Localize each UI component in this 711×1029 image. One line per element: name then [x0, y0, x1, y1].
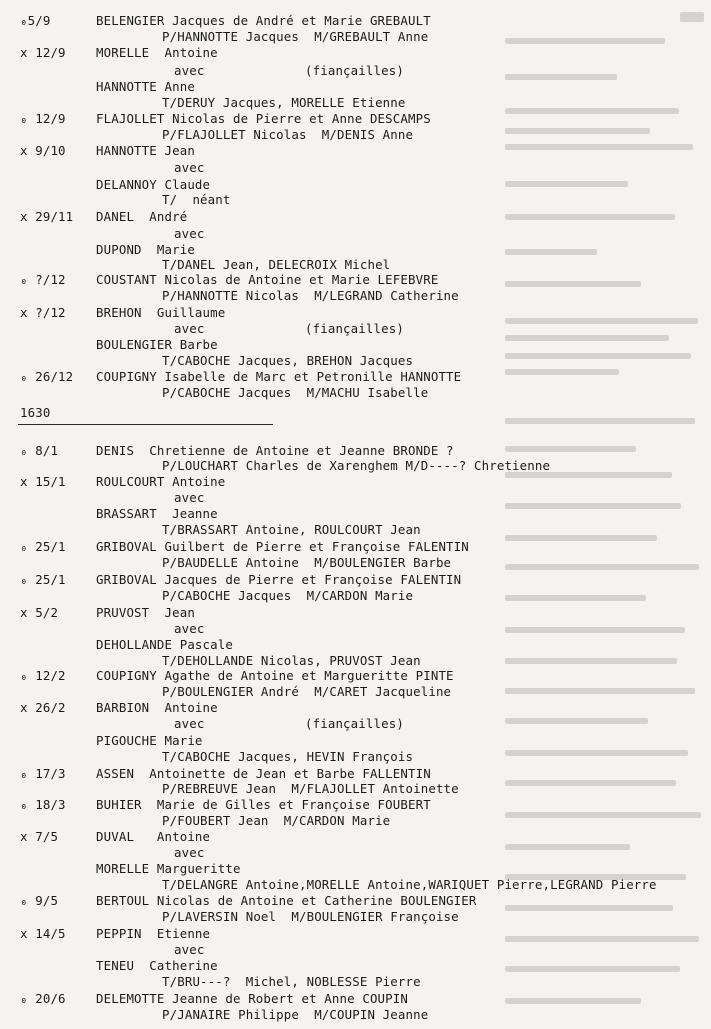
entry-fiancailles-2: (fiançailles) [305, 63, 404, 78]
entry-mark-21: ₀ 20/6 [20, 991, 66, 1006]
entry-sub-6: P/HANNOTTE Nicolas M/LEGRAND Catherine [162, 288, 459, 303]
entry-mark-9: ₀ 8/1 [20, 443, 59, 458]
entry-mark-15: x 26/2 [20, 700, 66, 715]
entry-main-11: GRIBOVAL Guilbert de Pierre et Françoise FALENTIN [96, 539, 469, 554]
entry-main-12: GRIBOVAL Jacques de Pierre et Françoise FALENTIN [96, 572, 462, 587]
entry-main-14: COUPIGNY Agathe de Antoine et Margueritte PINTE [96, 668, 454, 683]
entry-mark-11: ₀ 25/1 [20, 539, 66, 554]
entry-mark-6: ₀ ?/12 [20, 272, 66, 287]
entry-sub-4: T/ néant [162, 192, 231, 207]
entry-mark-7: x ?/12 [20, 305, 66, 320]
entry-second-20: TENEU Catherine [96, 958, 218, 973]
entry-main-2: MORELLE Antoine [96, 45, 218, 60]
entry-main-4: HANNOTTE Jean [96, 143, 195, 158]
entry-avec-10: avec [174, 490, 205, 505]
entry-mark-14: ₀ 12/2 [20, 668, 66, 683]
entry-mark-8: ₀ 26/12 [20, 369, 74, 384]
entry-main-20: PEPPIN Etienne [96, 926, 211, 941]
entry-mark-4: x 9/10 [20, 143, 66, 158]
entry-main-19: BERTOUL Nicolas de Antoine et Catherine BOULENGIER [96, 893, 477, 908]
entry-sub-2: T/DERUY Jacques, MORELLE Etienne [162, 95, 406, 110]
entry-sub-7: T/CABOCHE Jacques, BREHON Jacques [162, 353, 414, 368]
entry-sub-3: P/FLAJOLLET Nicolas M/DENIS Anne [162, 127, 414, 142]
entry-avec-13: avec [174, 621, 205, 636]
entry-second-4: DELANNOY Claude [96, 177, 211, 192]
entry-sub-12: P/CABOCHE Jacques M/CARDON Marie [162, 588, 414, 603]
entry-main-1: BELENGIER Jacques de André et Marie GREBAULT [96, 13, 431, 28]
entry-sub-17: P/FOUBERT Jean M/CARDON Marie [162, 813, 391, 828]
entry-sub-20: T/BRU---? Michel, NOBLESSE Pierre [162, 974, 421, 989]
entry-main-17: BUHIER Marie de Gilles et Françoise FOUBERT [96, 797, 431, 812]
entry-avec-15: avec [174, 716, 205, 731]
entry-mark-18: x 7/5 [20, 829, 59, 844]
entry-avec-7: avec [174, 321, 205, 336]
entry-sub-18: T/DELANGRE Antoine,MORELLE Antoine,WARIQUET Pierre,LEGRAND Pierre [162, 877, 657, 892]
entry-main-18: DUVAL Antoine [96, 829, 211, 844]
entry-main-9: DENIS Chretienne de Antoine et Jeanne BRONDE ? [96, 443, 454, 458]
entry-avec-20: avec [174, 942, 205, 957]
entry-avec-18: avec [174, 845, 205, 860]
entry-sub-9: P/LOUCHART Charles de Xarenghem M/D----? Chretienne [162, 458, 551, 473]
entry-mark-20: x 14/5 [20, 926, 66, 941]
entry-second-2: HANNOTTE Anne [96, 79, 195, 94]
entry-second-13: DEHOLLANDE Pascale [96, 637, 233, 652]
entry-sub-8: P/CABOCHE Jacques M/MACHU Isabelle [162, 385, 429, 400]
entry-sub-10: T/BRASSART Antoine, ROULCOURT Jean [162, 522, 421, 537]
entry-fiancailles-7: (fiançailles) [305, 321, 404, 336]
entry-second-5: DUPOND Marie [96, 242, 195, 257]
entry-main-21: DELEMOTTE Jeanne de Robert et Anne COUPIN [96, 991, 409, 1006]
entry-main-6: COUSTANT Nicolas de Antoine et Marie LEFEBVRE [96, 272, 439, 287]
entry-avec-5: avec [174, 226, 205, 241]
entry-fiancailles-15: (fiançailles) [305, 716, 404, 731]
entry-sub-21: P/JANAIRE Philippe M/COUPIN Jeanne [162, 1007, 429, 1022]
entry-main-8: COUPIGNY Isabelle de Marc et Petronille HANNOTTE [96, 369, 462, 384]
entry-mark-12: ₀ 25/1 [20, 572, 66, 587]
bleed-through-text [505, 20, 705, 1020]
entry-main-3: FLAJOLLET Nicolas de Pierre et Anne DESCAMPS [96, 111, 431, 126]
entry-second-7: BOULENGIER Barbe [96, 337, 218, 352]
entry-sub-11: P/BAUDELLE Antoine M/BOULENGIER Barbe [162, 555, 452, 570]
entry-avec-2: avec [174, 63, 205, 78]
entry-main-13: PRUVOST Jean [96, 605, 195, 620]
entry-main-10: ROULCOURT Antoine [96, 474, 226, 489]
year-heading-rule [18, 424, 273, 425]
entry-second-15: PIGOUCHE Marie [96, 733, 203, 748]
entry-sub-1: P/HANNOTTE Jacques M/GREBAULT Anne [162, 29, 429, 44]
entry-second-18: MORELLE Margueritte [96, 861, 241, 876]
entry-main-15: BARBION Antoine [96, 700, 218, 715]
entry-second-10: BRASSART Jeanne [96, 506, 218, 521]
entry-sub-14: P/BOULENGIER André M/CARET Jacqueline [162, 684, 452, 699]
year-heading: 1630 [20, 405, 51, 420]
entry-sub-16: P/REBREUVE Jean M/FLAJOLLET Antoinette [162, 781, 459, 796]
entry-mark-5: x 29/11 [20, 209, 74, 224]
entry-mark-13: x 5/2 [20, 605, 59, 620]
entry-mark-17: ₀ 18/3 [20, 797, 66, 812]
entry-mark-3: ₀ 12/9 [20, 111, 66, 126]
entry-mark-19: ₀ 9/5 [20, 893, 59, 908]
entry-sub-15: T/CABOCHE Jacques, HEVIN François [162, 749, 414, 764]
bleed-through-page-number [680, 12, 704, 22]
entry-sub-13: T/DEHOLLANDE Nicolas, PRUVOST Jean [162, 653, 421, 668]
entry-main-5: DANEL André [96, 209, 188, 224]
entry-sub-5: T/DANEL Jean, DELECROIX Michel [162, 257, 391, 272]
entry-main-16: ASSEN Antoinette de Jean et Barbe FALLENTIN [96, 766, 431, 781]
entry-main-7: BREHON Guillaume [96, 305, 226, 320]
entry-mark-2: x 12/9 [20, 45, 66, 60]
entry-mark-10: x 15/1 [20, 474, 66, 489]
entry-mark-1: ₀5/9 [20, 13, 51, 28]
entry-avec-4: avec [174, 160, 205, 175]
entry-mark-16: ₀ 17/3 [20, 766, 66, 781]
entry-sub-19: P/LAVERSIN Noel M/BOULENGIER Françoise [162, 909, 459, 924]
